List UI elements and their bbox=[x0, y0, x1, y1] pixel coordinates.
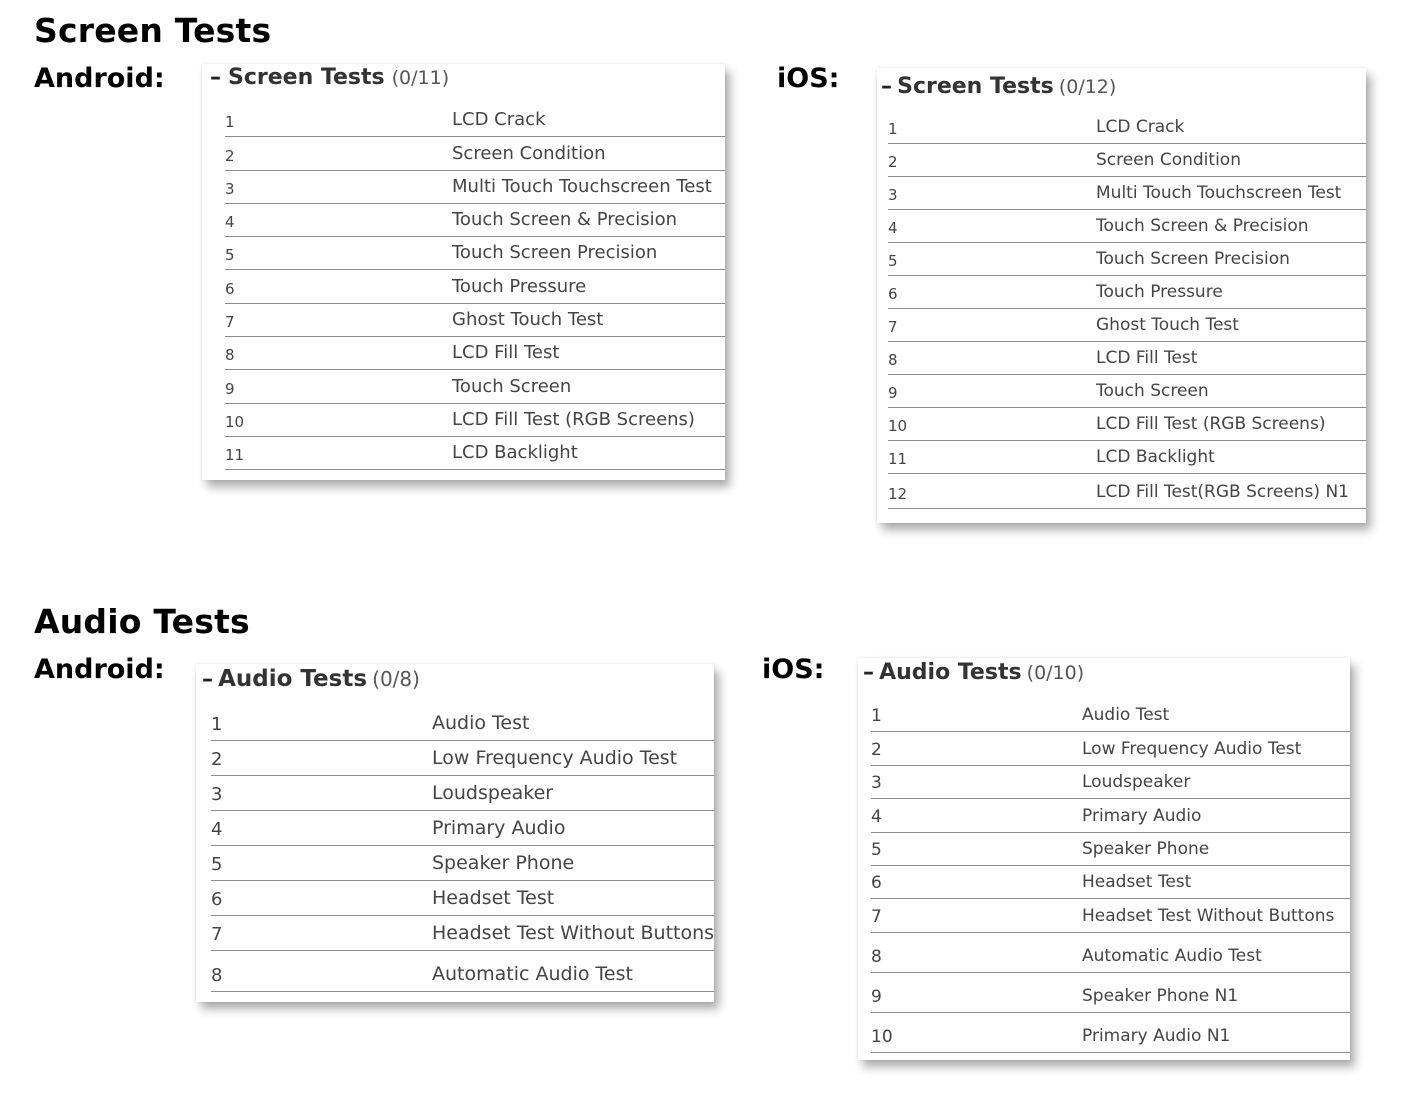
audio-ios-label: iOS: bbox=[762, 654, 825, 685]
list-item[interactable] bbox=[225, 137, 725, 170]
row-number: 6 bbox=[871, 873, 882, 894]
test-name: Touch Screen bbox=[452, 375, 572, 397]
row-number: 8 bbox=[871, 946, 882, 967]
list-item[interactable] bbox=[888, 375, 1366, 408]
row-number: 2 bbox=[211, 749, 223, 770]
test-list bbox=[211, 664, 714, 1002]
list-item[interactable] bbox=[225, 271, 725, 304]
list-item[interactable] bbox=[211, 811, 714, 846]
collapse-toggle-icon[interactable]: – bbox=[202, 667, 213, 692]
row-number: 8 bbox=[225, 346, 235, 365]
row-number: 5 bbox=[211, 854, 223, 875]
progress-count: (0/11) bbox=[391, 67, 450, 89]
audio-android-label: Android: bbox=[34, 654, 165, 685]
row-number: 7 bbox=[888, 318, 898, 336]
list-item[interactable] bbox=[888, 408, 1366, 441]
list-item[interactable] bbox=[888, 474, 1366, 509]
list-item[interactable] bbox=[871, 699, 1350, 732]
progress-count: (0/12) bbox=[1058, 76, 1117, 98]
list-item[interactable] bbox=[871, 1013, 1350, 1053]
audio-tests-ios-panel bbox=[858, 658, 1350, 1060]
test-name: Automatic Audio Test bbox=[432, 963, 633, 985]
row-number: 7 bbox=[211, 924, 223, 945]
list-item[interactable] bbox=[871, 833, 1350, 866]
row-number: 9 bbox=[871, 986, 882, 1007]
collapse-toggle-icon[interactable]: – bbox=[863, 660, 874, 685]
list-item[interactable] bbox=[888, 243, 1366, 276]
list-item[interactable] bbox=[871, 933, 1350, 973]
screen-tests-ios-panel bbox=[877, 68, 1366, 523]
row-number: 1 bbox=[888, 120, 898, 138]
progress-count: (0/8) bbox=[372, 667, 420, 691]
list-item[interactable] bbox=[225, 237, 725, 270]
screen-tests-android-panel bbox=[202, 64, 725, 480]
row-number: 5 bbox=[225, 246, 235, 265]
row-number: 2 bbox=[888, 153, 898, 171]
row-number: 7 bbox=[225, 313, 235, 332]
list-item[interactable] bbox=[225, 370, 725, 403]
test-name: Touch Pressure bbox=[1096, 282, 1223, 302]
row-number: 8 bbox=[888, 351, 898, 369]
list-item[interactable] bbox=[211, 951, 714, 992]
test-name: Touch Screen & Precision bbox=[452, 209, 678, 231]
progress-count: (0/10) bbox=[1026, 662, 1085, 684]
screen-tests-heading: Screen Tests bbox=[34, 11, 272, 50]
row-number: 1 bbox=[211, 714, 223, 735]
list-item[interactable] bbox=[871, 973, 1350, 1013]
test-name: Headset Test Without Buttons bbox=[432, 922, 715, 944]
test-name: LCD Backlight bbox=[452, 442, 578, 464]
row-number: 3 bbox=[211, 784, 223, 805]
test-name: Audio Test bbox=[1082, 705, 1170, 726]
row-number: 11 bbox=[225, 446, 245, 465]
audio-tests-heading: Audio Tests bbox=[34, 602, 250, 641]
test-name: Automatic Audio Test bbox=[1082, 945, 1262, 966]
test-name: LCD Crack bbox=[1096, 117, 1185, 137]
list-item[interactable] bbox=[888, 441, 1366, 474]
test-name: Touch Screen bbox=[1096, 381, 1209, 401]
test-name: LCD Fill Test (RGB Screens) bbox=[452, 408, 695, 430]
row-number: 3 bbox=[871, 773, 882, 794]
row-number: 10 bbox=[888, 417, 908, 435]
test-name: Speaker Phone bbox=[432, 852, 575, 874]
panel-title: Screen Tests bbox=[228, 65, 385, 90]
test-name: Touch Screen Precision bbox=[452, 242, 658, 264]
row-number: 6 bbox=[888, 285, 898, 303]
test-name: LCD Fill Test(RGB Screens) N1 bbox=[1096, 482, 1349, 502]
row-number: 8 bbox=[211, 965, 223, 986]
row-number: 12 bbox=[888, 485, 908, 503]
test-name: LCD Fill Test bbox=[1096, 348, 1198, 368]
test-name: Ghost Touch Test bbox=[452, 309, 604, 331]
test-name: Touch Pressure bbox=[452, 275, 587, 297]
list-item[interactable] bbox=[225, 304, 725, 337]
test-name: Headset Test bbox=[1082, 872, 1192, 893]
list-item[interactable] bbox=[211, 706, 714, 741]
test-name: Touch Screen & Precision bbox=[1096, 216, 1309, 236]
test-name: Low Frequency Audio Test bbox=[1082, 738, 1302, 759]
test-name: Headset Test bbox=[432, 887, 555, 909]
test-name: Multi Touch Touchscreen Test bbox=[452, 175, 712, 197]
list-item[interactable] bbox=[225, 204, 725, 237]
test-name: Screen Condition bbox=[1096, 150, 1241, 170]
screen-android-label: Android: bbox=[34, 63, 165, 94]
test-list bbox=[225, 64, 725, 480]
collapse-toggle-icon[interactable]: – bbox=[210, 65, 221, 90]
row-number: 4 bbox=[888, 219, 898, 237]
screen-ios-label: iOS: bbox=[777, 63, 840, 94]
list-item[interactable] bbox=[888, 276, 1366, 309]
row-number: 2 bbox=[225, 146, 235, 165]
list-item[interactable] bbox=[225, 171, 725, 204]
test-name: Speaker Phone bbox=[1082, 838, 1210, 859]
row-number: 6 bbox=[225, 279, 235, 298]
test-name: Loudspeaker bbox=[1082, 772, 1191, 793]
panel-title: Audio Tests bbox=[879, 660, 1022, 685]
test-name: Loudspeaker bbox=[432, 782, 554, 804]
test-name: Primary Audio N1 bbox=[1082, 1025, 1231, 1046]
list-item[interactable] bbox=[871, 766, 1350, 799]
list-item[interactable] bbox=[225, 404, 725, 437]
row-number: 6 bbox=[211, 889, 223, 910]
test-name: Low Frequency Audio Test bbox=[432, 747, 678, 769]
list-item[interactable] bbox=[225, 337, 725, 370]
row-number: 9 bbox=[888, 384, 898, 402]
row-number: 5 bbox=[871, 839, 882, 860]
panel-title: Screen Tests bbox=[897, 74, 1054, 99]
test-name: LCD Fill Test bbox=[452, 342, 560, 364]
row-number: 11 bbox=[888, 450, 908, 468]
test-list bbox=[888, 68, 1366, 523]
row-number: 7 bbox=[871, 906, 882, 927]
collapse-toggle-icon[interactable]: – bbox=[881, 74, 892, 99]
row-number: 2 bbox=[871, 739, 882, 760]
list-item[interactable] bbox=[888, 177, 1366, 210]
audio-tests-android-panel bbox=[196, 664, 714, 1002]
list-item[interactable] bbox=[871, 899, 1350, 932]
list-item[interactable] bbox=[211, 846, 714, 881]
list-item[interactable] bbox=[211, 776, 714, 811]
test-name: Multi Touch Touchscreen Test bbox=[1096, 183, 1342, 203]
list-item[interactable] bbox=[225, 104, 725, 137]
row-number: 3 bbox=[888, 186, 898, 204]
row-number: 5 bbox=[888, 252, 898, 270]
row-number: 4 bbox=[871, 806, 882, 827]
test-name: Primary Audio bbox=[432, 817, 566, 839]
list-item[interactable] bbox=[871, 799, 1350, 832]
test-name: Ghost Touch Test bbox=[1096, 315, 1239, 335]
test-name: LCD Crack bbox=[452, 109, 546, 131]
test-name: Screen Condition bbox=[452, 142, 606, 164]
row-number: 10 bbox=[225, 412, 245, 431]
list-item[interactable] bbox=[888, 210, 1366, 243]
list-item[interactable] bbox=[888, 309, 1366, 342]
test-list bbox=[871, 658, 1350, 1060]
row-number: 1 bbox=[871, 706, 882, 727]
test-name: Primary Audio bbox=[1082, 805, 1202, 826]
row-number: 4 bbox=[225, 213, 235, 232]
list-item[interactable] bbox=[211, 916, 714, 951]
test-name: Headset Test Without Buttons bbox=[1082, 905, 1335, 926]
test-name: Speaker Phone N1 bbox=[1082, 985, 1239, 1006]
row-number: 10 bbox=[871, 1026, 893, 1047]
test-name: Audio Test bbox=[432, 712, 530, 734]
list-item[interactable] bbox=[871, 732, 1350, 765]
row-number: 4 bbox=[211, 819, 223, 840]
list-item[interactable] bbox=[888, 111, 1366, 144]
test-name: LCD Fill Test (RGB Screens) bbox=[1096, 414, 1326, 434]
test-name: Touch Screen Precision bbox=[1096, 249, 1290, 269]
list-item[interactable] bbox=[888, 342, 1366, 375]
list-item[interactable] bbox=[211, 741, 714, 776]
list-item[interactable] bbox=[888, 144, 1366, 177]
list-item[interactable] bbox=[211, 881, 714, 916]
row-number: 1 bbox=[225, 113, 235, 132]
row-number: 9 bbox=[225, 379, 235, 398]
row-number: 3 bbox=[225, 179, 235, 198]
list-item[interactable] bbox=[871, 866, 1350, 899]
list-item[interactable] bbox=[225, 437, 725, 470]
panel-title: Audio Tests bbox=[218, 666, 368, 692]
test-name: LCD Backlight bbox=[1096, 447, 1215, 467]
